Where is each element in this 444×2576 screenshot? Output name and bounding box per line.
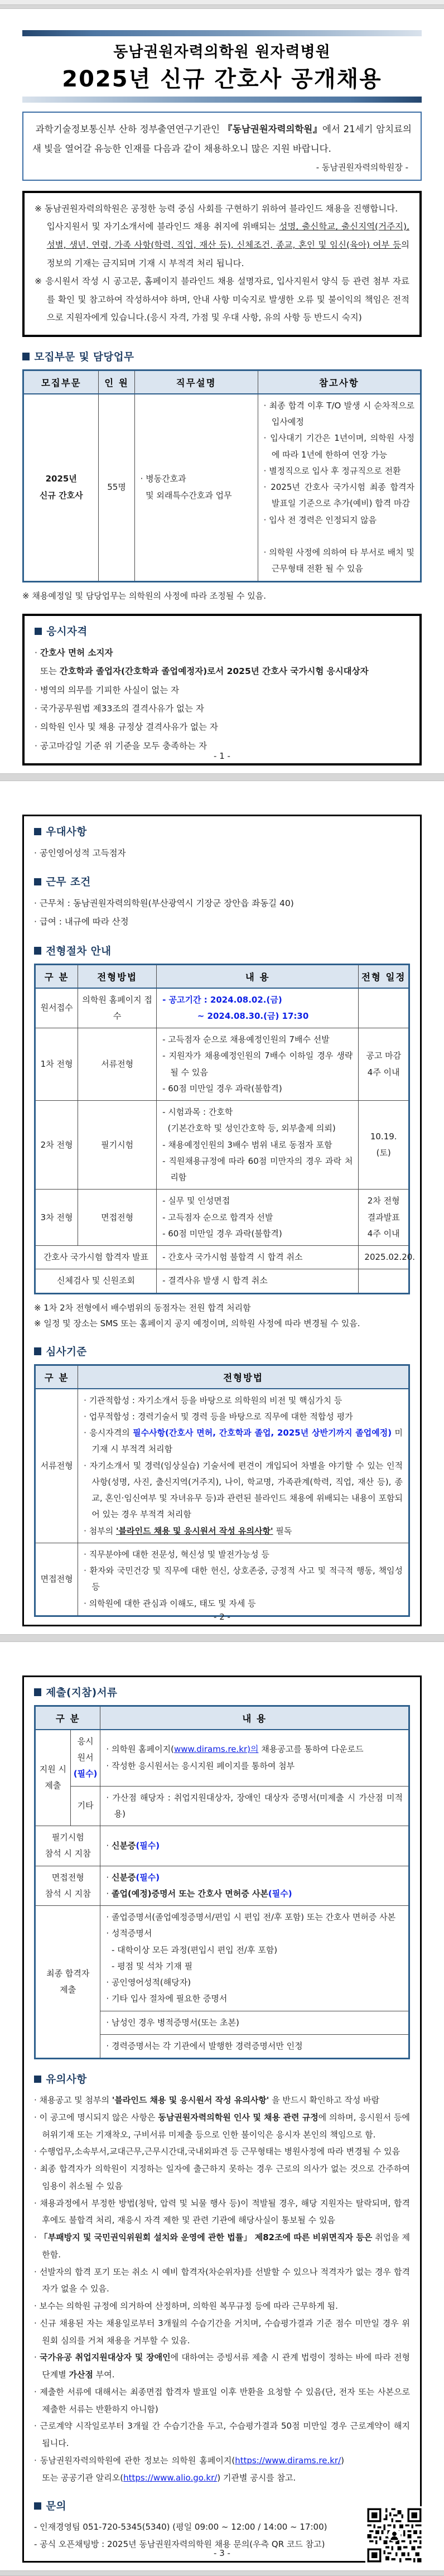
document — [0, 4, 444, 2576]
section-header-criteria: 심사기준 — [34, 1344, 410, 1359]
cell-criteria: · 기관적합성 : 자기소개서 등을 바탕으로 의학원의 비전 및 핵심가치 등 · 업무적합성 : 경력기술서 및 경력 등을 바탕으로 직무에 대한 적합성 평가 · 응시자격의 필수사항(간호사 면허, 간호학과 졸업, 2025년 상반기까지 졸업예정) 미기재 시 부적격 처리함 · 자기소개서 및 경력(임상실습) 기술서에 편견이 개입되어 차별을 야기할 수 있는 인적사항(성명, 사진, 출신지역(거주지), 나이, 학교명, 가족관계(학력, 직업, 재산 등), 종교, 혼인·임신여부 및 자녀유무 등)과 관련된 블라인드 채용에 위배되는 내용이 포함되어 있는 경우 부적격 처리함 · 첨부의 '블라인드 채용 및 응시원서 작성 유의사항' 필독 — [78, 1389, 409, 1543]
section-marker — [34, 878, 41, 885]
cell-group: 지원 시 제출 — [35, 1730, 71, 1826]
table-row-interview — [35, 1543, 409, 1616]
page3-content-box — [22, 1675, 422, 2563]
page-number: - 1 - — [214, 750, 230, 761]
section-marker — [34, 1347, 41, 1355]
table-row — [23, 394, 421, 581]
cell-count: 55명 — [99, 394, 134, 581]
cell-notes: · 최종 합격 이후 T/O 발생 시 순차적으로 입사예정 · 입사대기 기간은 1년이며, 의학원 사정에 따라 1년에 한하여 연장 가능 · 별정직으로 입사 후 정규직으로 전환 · 2025년 간호사 국가시험 최종 합격자 발표일 기준으로 추가(예비) 합격 마감 · 입사 전 경력은 인정되지 않음 · 의학원 사정에 의하여 타 부서로 배치 및 근무형태 전환 될 수 있음 — [258, 394, 421, 581]
link[interactable]: https://www.alio.go.kr/ — [123, 2472, 218, 2483]
cell-schedule: 공고 마감 4주 이내 — [359, 1028, 409, 1101]
section-marker — [35, 628, 42, 635]
section-header-preference: 우대사항 — [34, 824, 410, 839]
intro-text: 과학기술정보통신부 산하 정부출연연구기관인 『동남권원자력의학원』에서 21세기 암치료의 새 빛을 열어갈 유능한 인재를 다음과 같이 채용하오니 많은 지원 바랍니다. — [32, 124, 412, 155]
cell-step: 3차 전형 — [35, 1190, 78, 1246]
title-block — [22, 30, 422, 103]
eligibility-list: · 간호사 면허 소지자 또는 간호학과 졸업자(간호학과 졸업예정자)로서 2025년 간호사 국가시험 응시대상자 · 병역의 의무를 기피한 사실이 없는 자 · 국가공무원법 제33조의 결격사유가 없는 자 · 의학원 인사 및 채용 규정상 결격사유가 없는 자 · 공고마감일 기준 위 기준을 모두 충족하는 자 — [35, 648, 369, 751]
cell-group: 최종 합격자 제출 — [35, 1906, 100, 2059]
cell-sub: 기타 — [70, 1786, 100, 1826]
table-row-apply-docs — [35, 1730, 409, 1786]
cell-content: · 신분증(필수) · 졸업(예정)증명서 또는 간호사 면허증 사본(필수) — [100, 1866, 409, 1906]
section-header-work: 근무 조건 — [34, 874, 410, 889]
section-marker — [22, 353, 30, 360]
table-row-apply — [35, 988, 409, 1028]
section-header-recruit: 모집부문 및 담당업무 — [22, 349, 422, 364]
section-marker — [34, 1688, 41, 1696]
page-number: - 3 - — [214, 2548, 230, 2558]
cell-content: - 결격사유 발생 시 합격 취소 — [157, 1269, 359, 1293]
col-header-duty: 직무설명 — [134, 370, 258, 394]
documents-table — [34, 1705, 410, 2059]
table-row-final-docs — [35, 1906, 409, 2011]
cell-content: - 시험과목 : 간호학 (기본간호학 및 성인간호학 등, 외부출제 의뢰) - 채용예정인원의 3배수 범위 내로 동점자 포함 - 직원채용규정에 따라 60점 미만자의 경우 과락 처리함 — [157, 1101, 359, 1190]
blind-notice-item: ※ 응시원서 작성 시 공고문, 홈페이지 블라인드 채용 설명자료, 입사지원서 양식 등 관련 첨부 자료를 확인 및 참고하여 작성하셔야 하며, 안내 사항 미숙지로 발생한 오류 및 불이익의 책임은 전적으로 지원자에게 있습니다.(응시 자격, 가점 및 우대 사항, 유의 사항 등 반드시 숙지) — [35, 276, 409, 323]
page-number: - 2 - — [214, 1611, 230, 1622]
cell-method: 필기시험 — [78, 1101, 157, 1190]
org-title: 동남권원자력의학원 원자력병원 — [113, 44, 331, 61]
recruit-note: ※ 채용예정일 및 담당업무는 의학원의 사정에 따라 조정될 수 있음. — [22, 590, 266, 601]
col-header-method: 전형방법 — [78, 964, 157, 988]
blind-notice-item: ※ 동남권원자력의학원은 공정한 능력 중심 사회를 구현하기 위하여 블라인드 채용을 진행합니다. 입사지원서 및 자기소개서에 블라인드 채용 취지에 위배되는 성명, 출신학교, 출신지역(거주지), 성별, 생년, 연령, 가족 사항(학력, 직업, 재산 등), 신체조건, 종교, 혼인 및 임신(육아) 여부 등의 정보의 기재는 금지되며 기재 시 부적격 처리 됩니다. — [35, 203, 409, 268]
section-header-cautions: 유의사항 — [34, 2072, 410, 2086]
cell-method: 의학원 홈페이지 접수 — [78, 988, 157, 1028]
cell-step: 원서접수 — [35, 988, 78, 1028]
section-marker — [34, 2502, 41, 2510]
title-bar-bottom — [22, 97, 422, 103]
intro-box — [22, 112, 422, 181]
col-header-step: 구 분 — [35, 964, 78, 988]
cell-step: 간호사 국가시험 합격자 발표 — [35, 1246, 157, 1269]
col-header-content: 내 용 — [100, 1706, 409, 1730]
procedure-table — [34, 964, 416, 1294]
cell-schedule: 10.19.(토) — [359, 1101, 409, 1190]
cell-group: 면접전형 참석 시 지참 — [35, 1866, 100, 1906]
table-row-round1 — [35, 1028, 409, 1101]
cell-content: · 의학원 홈페이지(www.dirams.re.kr)의 채용공고를 통하여 다운로드 · 작성한 응시원서는 응시지원 페이지를 통하여 첨부 — [100, 1730, 409, 1786]
section-header-eligibility: 응시자격 — [35, 624, 409, 638]
procedure-notes: ※ 1차 2차 전형에서 배수범위의 동점자는 전원 합격 처리함 ※ 일정 및 장소는 SMS 또는 홈페이지 공지 예정이며, 의학원 사정에 따라 변경될 수 있음. — [34, 1302, 360, 1329]
page-edge-bottom — [0, 2570, 444, 2576]
cautions-list: · 채용공고 및 첨부의 '블라인드 채용 및 응시원서 작성 유의사항' 을 반드시 확인하고 작성 바람 · 이 공고에 명시되지 않은 사항은 동남권원자력의학원 인사 및 채용 관련 규정에 의하며, 응시원서 등에 허위기재 또는 기재착오, 구비서류 미제출 등으로 인한 불이익은 응시자 본인의 책임으로 함. · 수행업무,소속부서,교대근무,근무시간대,국내외파견 등 근무형태는 병원사정에 따라 변경될 수 있음 · 최종 합격자가 의학원이 지정하는 일자에 출근하지 못하는 경우 근로의 의사가 없는 것으로 간주하여 임용이 취소될 수 있음 · 채용과정에서 부정한 방법(청탁, 압력 및 뇌물 행사 등)이 적발될 경우, 해당 지원자는 탈락되며, 합격 후에도 불합격 처리, 재응시 자격 제한 및 관련 기관에 해당사실이 통보될 수 있음 · 「부패방지 및 국민권익위원회 설치와 운영에 관한 법률」 제82조에 따른 비위면직자 등은 취업을 제한함. · 선발자의 합격 포기 또는 취소 시 예비 합격자(차순위자)를 선발할 수 있으나 적격자가 없는 경우 합격자가 없을 수 있음. · 보수는 의학원 규정에 의거하여 산정하며, 의학원 복무규정 등에 따라 근무하게 됨. · 신규 채용된 자는 채용일로부터 3개월의 수습기간을 거치며, 수습평가결과 기준 점수 미만일 경우 위원회 심의를 거쳐 채용을 거부할 수 있음. · 국가유공 취업지원대상자 및 장애인에 대하여는 증빙서류 제출 시 관계 법령이 정하는 바에 따라 전형 단계별 가산점 부여. · 제출한 서류에 대해서는 최종면접 합격자 발표일 이후 반환을 요청할 수 있음(단, 전자 또는 사본으로 제출한 서류는 반환하지 아니함) · 근로계약 시작일로부터 3개월 간 수습기간을 두고, 수습평가결과 50점 미만일 경우 근로계약이 해지 됩니다. — [34, 2095, 411, 2449]
cell-criteria: · 직무분야에 대한 전문성, 혁신성 및 발전가능성 등 · 환자와 국민건강 및 직무에 대한 헌신, 상호존중, 긍정적 사고 및 적극적 행동, 책임성 등 · 의학원에 대한 관심과 이해도, 태도 및 자세 등 — [78, 1543, 409, 1616]
section-marker — [34, 828, 41, 835]
page-gap — [0, 773, 444, 781]
cell-content: - 고득점자 순으로 채용예정인원의 7배수 선발 - 지원자가 채용예정인원의 7배수 이하일 경우 생략 될 수 있음 - 60점 미만일 경우 과락(불합격) — [157, 1028, 359, 1101]
title-bar-top — [22, 30, 422, 36]
col-header-category: 구 분 — [35, 1706, 100, 1730]
link[interactable]: https://www.dirams.re.kr/ — [235, 2455, 341, 2466]
section-header-contact: 문의 — [34, 2498, 410, 2513]
cell-group: 필기시험 참석 시 지참 — [35, 1826, 100, 1866]
section-header-procedure: 전형절차 안내 — [34, 943, 410, 958]
cell-method: 서류전형 — [78, 1028, 157, 1101]
table-row-doc-screening — [35, 1389, 409, 1543]
signature: - 동남권원자력의학원장 - — [316, 162, 408, 172]
table-row-round2 — [35, 1101, 409, 1190]
section-marker — [34, 2076, 41, 2083]
table-row-interview-docs — [35, 1866, 409, 1906]
cell-step: 2차 전형 — [35, 1101, 78, 1190]
col-header-notes: 참고사항 — [258, 370, 421, 394]
table-row-written-exam-docs — [35, 1826, 409, 1866]
page-edge-top — [0, 4, 444, 9]
link[interactable]: www.dirams.re.kr)의 — [174, 1744, 259, 1755]
table-row-exam-result — [35, 1246, 409, 1269]
cell-content: - 실무 및 인성면접 - 고득점자 순으로 합격자 선발 - 60점 미만일 경우 과락(불합격) — [157, 1190, 359, 1246]
eligibility-box — [22, 614, 422, 765]
cell-content: · 졸업증명서(졸업예정증명서/편입 시 편입 전/후 포함) 또는 간호사 면허증 사본 · 성적증명서 - 대학이상 모든 과정(편입시 편입 전/후 포함) - 평점 및 석차 기재 필 · 공인영어성적(해당자) · 기타 입사 절차에 필요한 증명서 — [100, 1906, 409, 2011]
col-header-count: 인 원 — [99, 370, 134, 394]
main-title: 2025년 신규 간호사 공개채용 — [62, 66, 382, 92]
section-header-documents: 제출(지참)서류 — [34, 1685, 410, 1699]
work-condition-list: · 근무처 : 동남권원자력의학원(부산광역시 기장군 장안읍 좌동길 40) · 급여 : 내규에 따라 산정 — [34, 898, 294, 927]
col-header-content: 내 용 — [157, 964, 359, 988]
recruit-table — [22, 369, 422, 582]
cell-step: 신체검사 및 신원조회 — [35, 1269, 157, 1293]
criteria-table — [34, 1364, 410, 1617]
blind-notice-box — [22, 191, 422, 337]
cell-duty: · 병동간호과 및 외래특수간호과 업무 — [134, 394, 258, 581]
page-3 — [0, 1642, 444, 2570]
cell-step: 1차 전형 — [35, 1028, 78, 1101]
table-row-health-check — [35, 1269, 409, 1293]
cell-method: 면접전형 — [78, 1190, 157, 1246]
cell-label: 서류전형 — [35, 1389, 78, 1543]
cell-content: · 가산점 해당자 : 취업지원대상자, 장애인 대상자 증명서(미제출 시 가산점 미적용) — [100, 1786, 409, 1826]
contact-lines: - 인재경영팀 051-720-5345(5340) (평일 09:00 ~ 12:00 / 14:00 ~ 17:00) - 공식 오픈채팅방 : 2025년 동남권원자력의학원 채용 문의(우측 QR 코드 참고) — [34, 2522, 327, 2550]
section-marker — [34, 947, 41, 954]
cell-content: - 간호사 국가시험 불합격 시 합격 취소 — [157, 1246, 359, 1269]
page2-content-box — [22, 815, 422, 1626]
col-header-method: 전형방법 — [78, 1365, 409, 1389]
cell-sub: 응시 원서 (필수) — [70, 1730, 100, 1786]
cell-schedule — [359, 1269, 409, 1293]
cell-content: · 남성인 경우 병적증명서(또는 초본) — [100, 2011, 409, 2034]
col-header-schedule: 전형 일정 — [359, 964, 409, 988]
page-gap — [0, 1634, 444, 1642]
page-2 — [0, 781, 444, 1634]
cell-part: 2025년 신규 간호사 — [23, 394, 99, 581]
col-header-step: 구 분 — [35, 1365, 78, 1389]
preference-list: · 공인영어성적 고득점자 — [34, 848, 126, 858]
cell-label: 면접전형 — [35, 1543, 78, 1616]
cell-schedule: 2025.02.20. — [359, 1246, 409, 1269]
page-1 — [0, 9, 444, 773]
table-row-round3 — [35, 1190, 409, 1246]
table-row-etc-docs — [35, 1786, 409, 1826]
cell-schedule: 2차 전형 결과발표 4주 이내 — [359, 1190, 409, 1246]
cell-content: - 공고기간 : 2024.08.02.(금) ~ 2024.08.30.(금) 17:30 — [157, 988, 359, 1028]
cell-content: · 경력증명서는 각 기관에서 발행한 경력증명서만 인정 — [100, 2034, 409, 2058]
cell-content: · 신분증(필수) — [100, 1826, 409, 1866]
cautions-last-item: · 동남권원자력의학원에 관한 정보는 의학원 홈페이지(https://www.dirams.re.kr/) 또는 공공기관 알리오(https://www.alio.go.kr/) 기관별 공시를 참고. — [34, 2455, 344, 2483]
cell-schedule — [359, 988, 409, 1028]
col-header-part: 모집부문 — [23, 370, 99, 394]
